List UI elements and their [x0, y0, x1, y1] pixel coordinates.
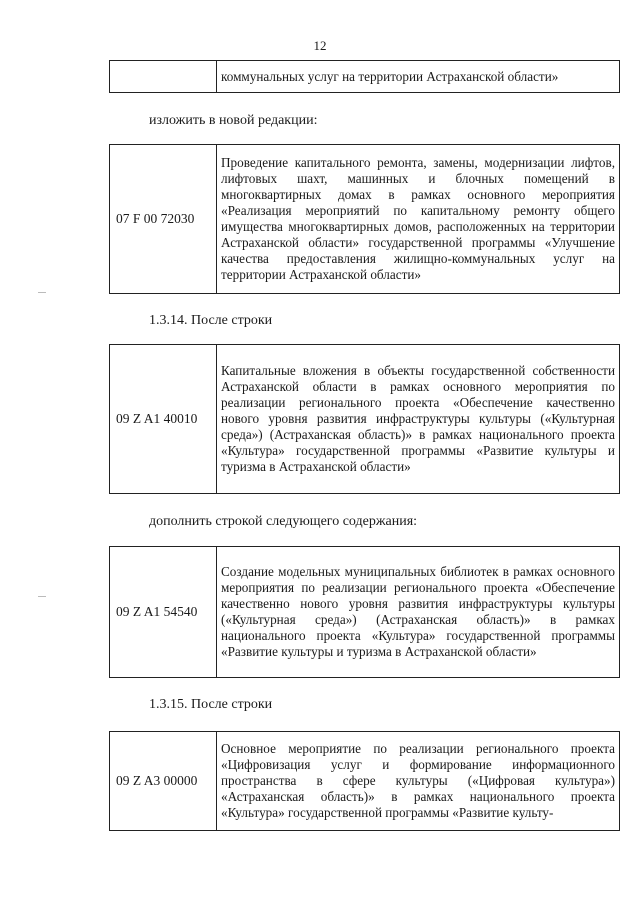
section-heading: 1.3.15. После строки [149, 697, 273, 712]
description-cell: Проведение капитального ремонта, замены, модернизации лифтов, лифтовых шахт, машинных и блочных помещений в многоквартирных домах в рамках основного мероприятия «Реализация мероприятий по капитальному ремонту общего имущества многоквартирных домов, расположенных на территории Астраханской области» государственной программы «Улучшение качества предоставления жилищно-коммунальных услуг на территории Астраханской области» [217, 145, 620, 294]
description-cell: Капитальные вложения в объекты государственной собственности Астраханской области в рамках основного мероприятия по реализации регионального проекта «Обеспечение качественно нового уровня развития инфраструктуры культуры («Культурная среда») (Астраханская область)» в рамках национального проекта «Культура» государственной программы «Развитие культуры и туризма в Астраханской области» [217, 345, 620, 494]
budget-code-cell [110, 61, 217, 93]
table-row [110, 145, 620, 294]
description-cell: Основное мероприятие по реализации регионального проекта «Цифровизация услуг и формирование информационного пространства в сфере культуры («Цифровая культура») «Астраханская область)» в рамках национального проекта «Культура» государственной программы «Развитие культу- [217, 732, 620, 831]
page-number: 12 [313, 38, 327, 53]
budget-code-cell: 09 Z A3 00000 [110, 732, 217, 831]
budget-code-table-1 [109, 60, 620, 93]
budget-code-table-3 [109, 344, 620, 494]
budget-code-cell: 07 F 00 72030 [110, 145, 217, 294]
budget-code-cell: 09 Z A1 40010 [110, 345, 217, 494]
table-row [110, 345, 620, 494]
scan-artifact-mark [38, 596, 46, 597]
table-row [110, 547, 620, 678]
description-cell: Создание модельных муниципальных библиотек в рамках основного мероприятия по реализации регионального проекта «Обеспечение качественно нового уровня развития инфраструктуры культуры («Культурная среда») (Астраханская область)» в рамках национального проекта «Культура» государственной программы «Развитие культуры и туризма в Астраханской области» [217, 547, 620, 678]
section-heading: 1.3.14. После строки [149, 313, 273, 328]
description-cell: коммунальных услуг на территории Астраханской области» [217, 61, 620, 93]
scan-artifact-mark [38, 292, 46, 293]
budget-code-table-2 [109, 144, 620, 294]
table-row [110, 732, 620, 831]
instruction-text: изложить в новой редакции: [149, 113, 318, 128]
table-row [110, 61, 620, 93]
budget-code-table-4 [109, 546, 620, 678]
budget-code-cell: 09 Z A1 54540 [110, 547, 217, 678]
instruction-text: дополнить строкой следующего содержания: [149, 514, 418, 529]
budget-code-table-5 [109, 731, 620, 831]
